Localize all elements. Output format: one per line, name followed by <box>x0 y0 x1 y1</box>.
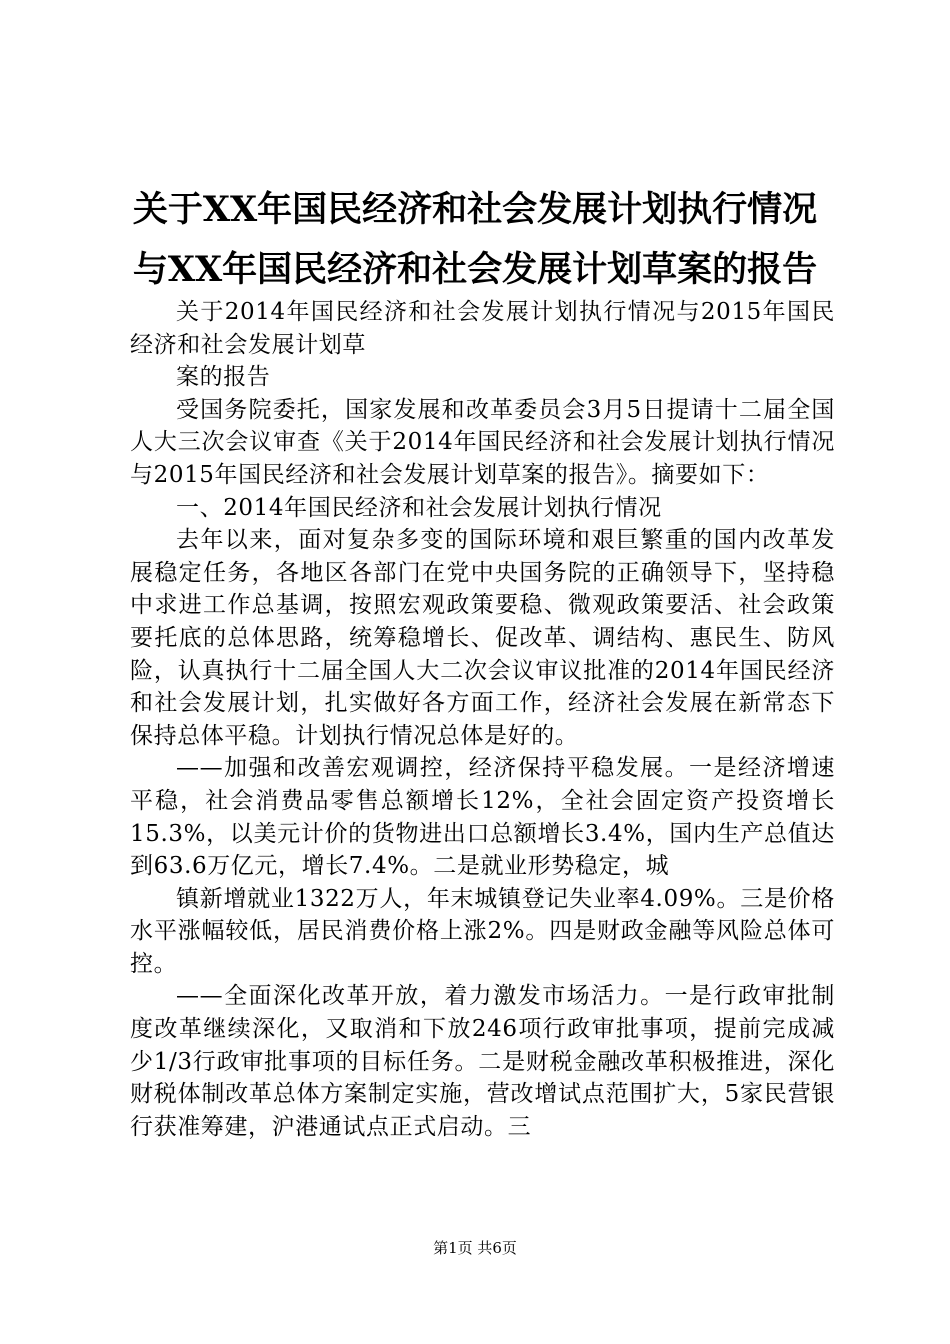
paragraph-reform: ——全面深化改革开放，着力激发市场活力。一是行政审批制度改革继续深化，又取消和下放246项行政审批事项，提前完成减少1/3行政审批事项的目标任务。二是财税金融改革积极推进，深化财税体制改革总体方案制定实施，营改增试点范围扩大，5家民营银行获准筹建，沪港通试点正式启动。三 <box>130 983 835 1140</box>
document-title-line-1: 关于XX年国民经济和社会发展计划执行情况 <box>132 189 818 230</box>
document-body <box>130 296 835 1143</box>
page-number-footer: 第1页 共6页 <box>433 1239 517 1257</box>
document-title-line-2: 与XX年国民经济和社会发展计划草案的报告 <box>132 249 818 290</box>
paragraph-subtitle-continued: 案的报告 <box>176 364 271 391</box>
section-heading: 一、2014年国民经济和社会发展计划执行情况 <box>176 494 662 521</box>
paragraph-overview: 去年以来，面对复杂多变的国际环境和艰巨繁重的国内改革发展稳定任务，各地区各部门在党中央国务院的正确领导下，坚持稳中求进工作总基调，按照宏观政策要稳、微观政策要活、社会政策要托底的总体思路，统筹稳增长、促改革、调结构、惠民生、防风险，认真执行十二届全国人大二次会议审议批准的2014年国民经济和社会发展计划，扎实做好各方面工作，经济社会发展在新常态下保持总体平稳。计划执行情况总体是好的。 <box>130 527 835 749</box>
paragraph-intro: 受国务院委托，国家发展和改革委员会3月5日提请十二届全国人大三次会议审查《关于2014年国民经济和社会发展计划执行情况与2015年国民经济和社会发展计划草案的报告》。摘要如下： <box>130 396 835 488</box>
paragraph-subtitle: 关于2014年国民经济和社会发展计划执行情况与2015年国民经济和社会发展计划草 <box>130 299 835 358</box>
paragraph-macro-control: ——加强和改善宏观调控，经济保持平稳发展。一是经济增速平稳，社会消费品零售总额增长12%，全社会固定资产投资增长15.3%，以美元计价的货物进出口总额增长3.4%，国内生产总值达到63.6万亿元，增长7.4%。二是就业形势稳定，城 <box>130 755 835 880</box>
paragraph-employment: 镇新增就业1322万人，年末城镇登记失业率4.09%。三是价格水平涨幅较低，居民消费价格上涨2%。四是财政金融等风险总体可控。 <box>130 885 835 977</box>
